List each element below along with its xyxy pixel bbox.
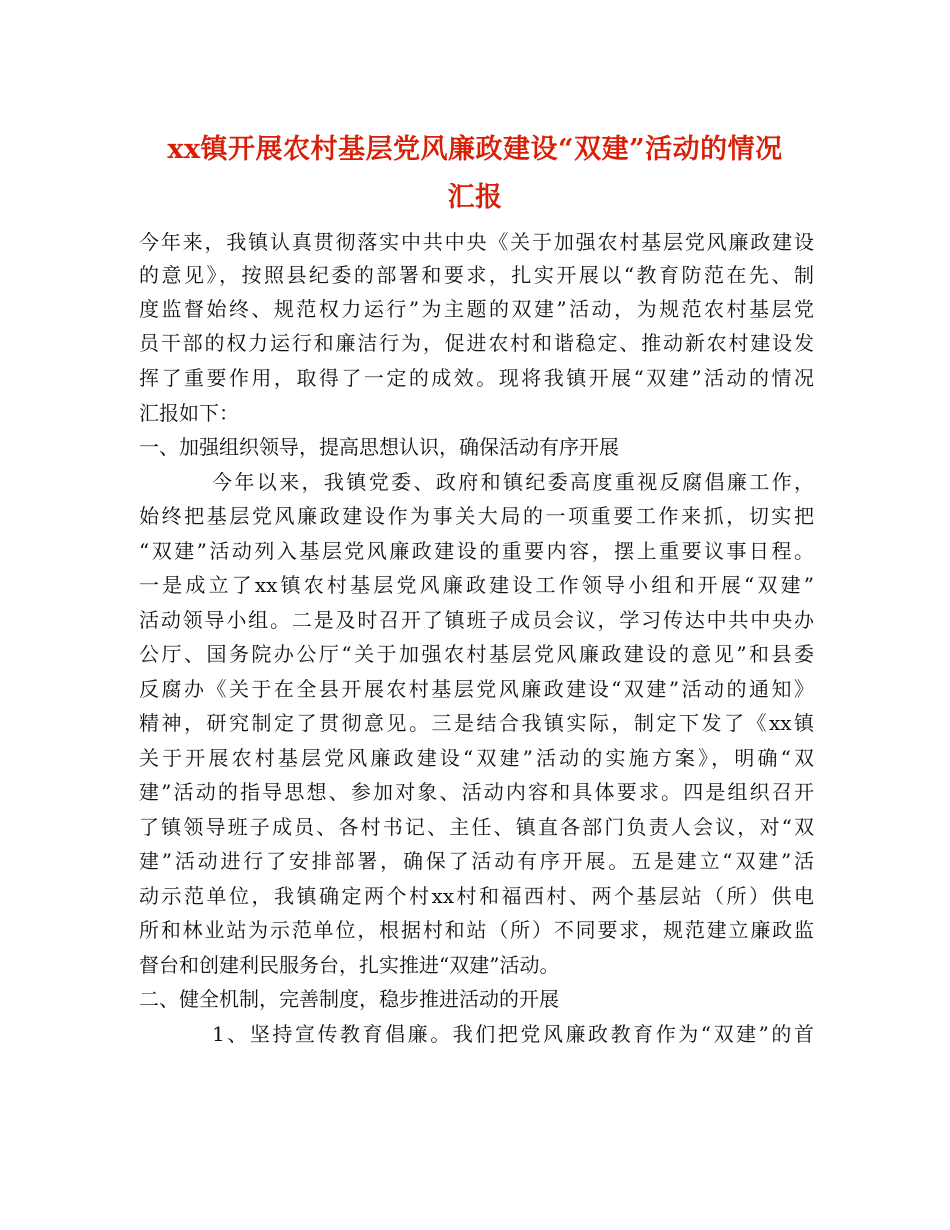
paragraph-line: 的意见》，按照县纪委的部署和要求，扎实开展以“教育防范在先、制: [139, 263, 814, 287]
paragraph-line: 建”活动的指导思想、参加对象、活动内容和具体要求。四是组织召开: [139, 780, 814, 804]
paragraph-line: 动示范单位，我镇确定两个村xx村和福西村、两个基层站（所）供电: [139, 884, 814, 908]
paragraph-line: 始终把基层党风廉政建设作为事关大局的一项重要工作来抓，切实把: [139, 504, 814, 528]
section-heading: 一、加强组织领导，提高思想认识，确保活动有序开展: [139, 435, 619, 459]
paragraph-line: 所和林业站为示范单位，根据村和站（所）不同要求，规范建立廉政监: [139, 918, 814, 942]
paragraph-line: 一是成立了xx镇农村基层党风廉政建设工作领导小组和开展“双建”: [139, 573, 814, 597]
paragraph-line: 汇报如下：: [139, 401, 239, 425]
paragraph-line: 精神，研究制定了贯彻意见。三是结合我镇实际，制定下发了《xx镇: [139, 711, 814, 735]
paragraph-line: 督台和创建利民服务台，扎实推进“双建”活动。: [139, 953, 560, 977]
paragraph-line: 今年以来，我镇党委、政府和镇纪委高度重视反腐倡廉工作，: [212, 470, 814, 494]
paragraph-line: “双建”活动列入基层党风廉政建设的重要内容，摆上重要议事日程。: [139, 539, 814, 563]
paragraph-line: 今年来，我镇认真贯彻落实中共中央《关于加强农村基层党风廉政建设: [139, 230, 814, 254]
paragraph-line: 了镇领导班子成员、各村书记、主任、镇直各部门负责人会议，对“双: [139, 815, 814, 839]
paragraph-line: 活动领导小组。二是及时召开了镇班子成员会议，学习传达中共中央办: [139, 608, 814, 632]
paragraph-line: 公厅、国务院办公厅“关于加强农村基层党风廉政建设的意见”和县委: [139, 642, 814, 666]
paragraph-line: 反腐办《关于在全县开展农村基层党风廉政建设“双建”活动的通知》: [139, 677, 814, 701]
section-heading: 二、健全机制，完善制度，稳步推进活动的开展: [139, 987, 559, 1011]
paragraph-line: 员干部的权力运行和廉洁行为，促进农村和谐稳定、推动新农村建设发: [139, 331, 814, 355]
paragraph-line: 挥了重要作用，取得了一定的成效。现将我镇开展“双建”活动的情况: [139, 366, 814, 390]
paragraph-line: 建”活动进行了安排部署，确保了活动有序开展。五是建立“双建”活: [139, 849, 814, 873]
paragraph-line: 1、坚持宣传教育倡廉。我们把党风廉政教育作为“双建”的首: [212, 1022, 814, 1046]
document-title-line-1: xx镇开展农村基层党风廉政建设“双建”活动的情况: [167, 134, 783, 165]
paragraph-line: 关于开展农村基层党风廉政建设“双建”活动的实施方案》，明确“双: [139, 746, 814, 770]
paragraph-line: 度监督始终、规范权力运行”为主题的双建”活动，为规范农村基层党: [139, 297, 814, 321]
document-title-line-2: 汇报: [447, 182, 503, 213]
